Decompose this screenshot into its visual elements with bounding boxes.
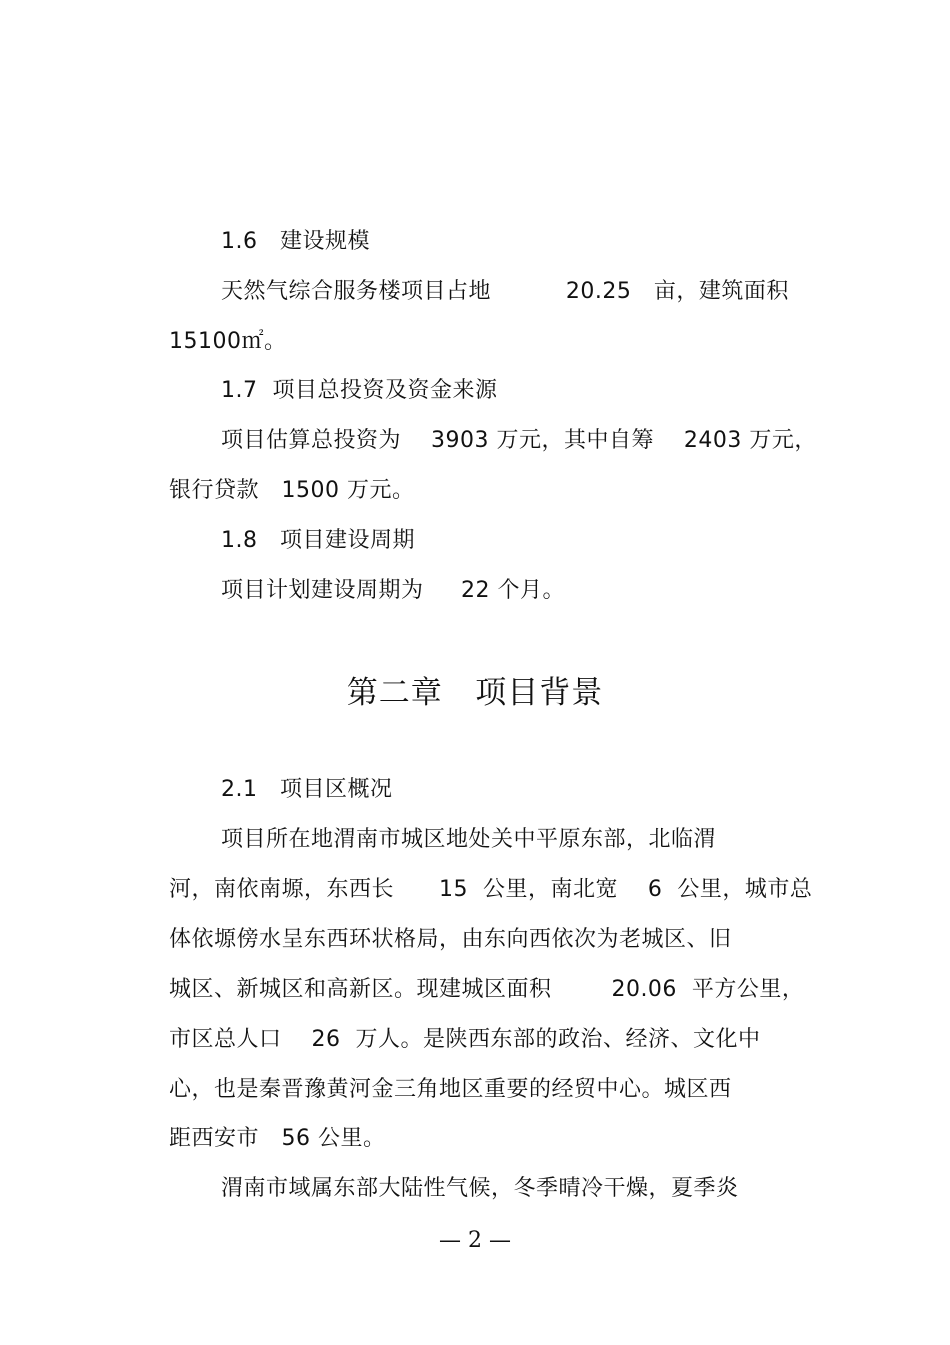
- section-heading-1-7: 1.7 项目总投资及资金来源: [221, 378, 498, 403]
- paragraph-line: 天然气综合服务楼项目占地 20.25 亩，建筑面积: [221, 279, 789, 304]
- paragraph-line: 市区总人口 26 万人。是陕西东部的政治、经济、文化中: [169, 1027, 761, 1052]
- paragraph-line: 河，南依南塬，东西长 15 公里，南北宽 6 公里，城市总: [169, 877, 813, 902]
- section-heading-1-6: 1.6 建设规模: [221, 229, 370, 254]
- paragraph-line: 城区、新城区和高新区。现建城区面积 20.06 平方公里，: [169, 977, 805, 1002]
- paragraph-line: 15100㎡。: [169, 329, 287, 354]
- paragraph-line: 银行贷款 1500 万元。: [169, 478, 415, 503]
- paragraph-line: 体依塬傍水呈东西环状格局，由东向西依次为老城区、旧: [169, 927, 732, 952]
- paragraph-line: 距西安市 56 公里。: [169, 1126, 386, 1151]
- page-number: — 2 —: [439, 1228, 511, 1253]
- chapter-title: 第二章 项目背景: [346, 675, 604, 711]
- paragraph-line: 渭南市域属东部大陆性气候，冬季晴冷干燥，夏季炎: [221, 1176, 739, 1201]
- section-heading-2-1: 2.1 项目区概况: [221, 777, 393, 802]
- paragraph-line: 项目计划建设周期为 22 个月。: [221, 578, 565, 603]
- paragraph-line: 心，也是秦晋豫黄河金三角地区重要的经贸中心。城区西: [169, 1077, 732, 1102]
- paragraph-line: 项目估算总投资为 3903 万元，其中自筹 2403 万元，: [221, 428, 817, 453]
- section-heading-1-8: 1.8 项目建设周期: [221, 528, 415, 553]
- paragraph-line: 项目所在地渭南市城区地处关中平原东部，北临渭: [221, 827, 717, 852]
